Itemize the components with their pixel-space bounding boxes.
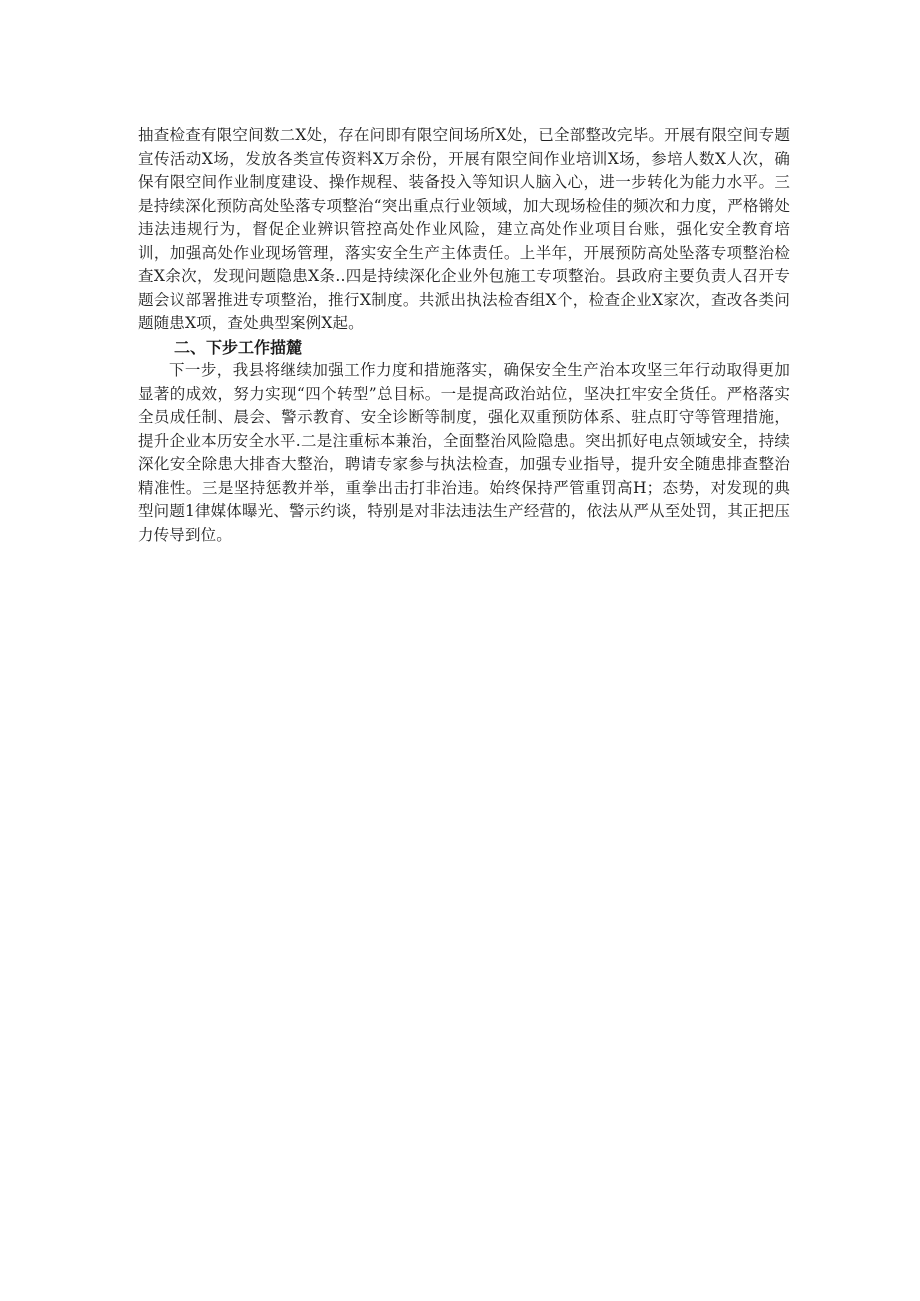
body-paragraph: 抽查检查有限空间数二X处，存在问即有限空间场所X处，已全部整改完毕。开展有限空间专题宣传活动X场，发放各类宣传资料X万余份，开展有限空间作业培训X场，参培人数X人次，确保有限空间作业制度建设、操作规程、装备投入等知识人脑入心，进一步转化为能力水平。三是持续深化预防高处坠落专项整治“突出重点行业领域，加大现场检佳的频次和力度，严格锵处违法违规行为，督促企业辨识管控高处作业风险，建立高处作业项目台账，强化安全教育培训，加强高处作业现场管理，落实安全生产主体责任。上半年，开展预防高处坠落专项整治检查X余次，发现问题隐患X条..四是持续深化企业外包施工专项整治。县政府主要负责人召开专题会议部署推进专项整治，推行X制度。共派出执法检杳组X个，检查企业X家次，查改各类问题随患X项，查处典型案例X起。 xyxy=(138,126,790,332)
document-body xyxy=(138,124,790,547)
body-paragraph: 下一步，我县将继续加强工作力度和措施落实，确保安全生产治本攻坚三年行动取得更加显著的成效，努力实现“四个转型”总目标。一是提高政治站位，坚决扛牢安全货任。严格落实全员成任制、晨会、警示教育、安全诊断等制度，强化双重预防体系、驻点盯守等管理措施，提升企业本历安全水平.二是注重标本兼治，全面整治风险隐患。突出抓好电点领域安全，持续深化安全除患大排杳大整治，聘请专家参与执法检查，加强专业指导，提升安全随患排查整治精准性。三是坚持惩教并举，重拳出击打非治违。始终保持严管重罚高H；态势，对发现的典型问题1律媒体曝光、警示约谈，特别是对非法违法生产经营的，依法从严从至处罚，其正把压力传导到位。 xyxy=(138,361,790,544)
section-heading: 二、下步工作描麓 xyxy=(174,337,303,357)
